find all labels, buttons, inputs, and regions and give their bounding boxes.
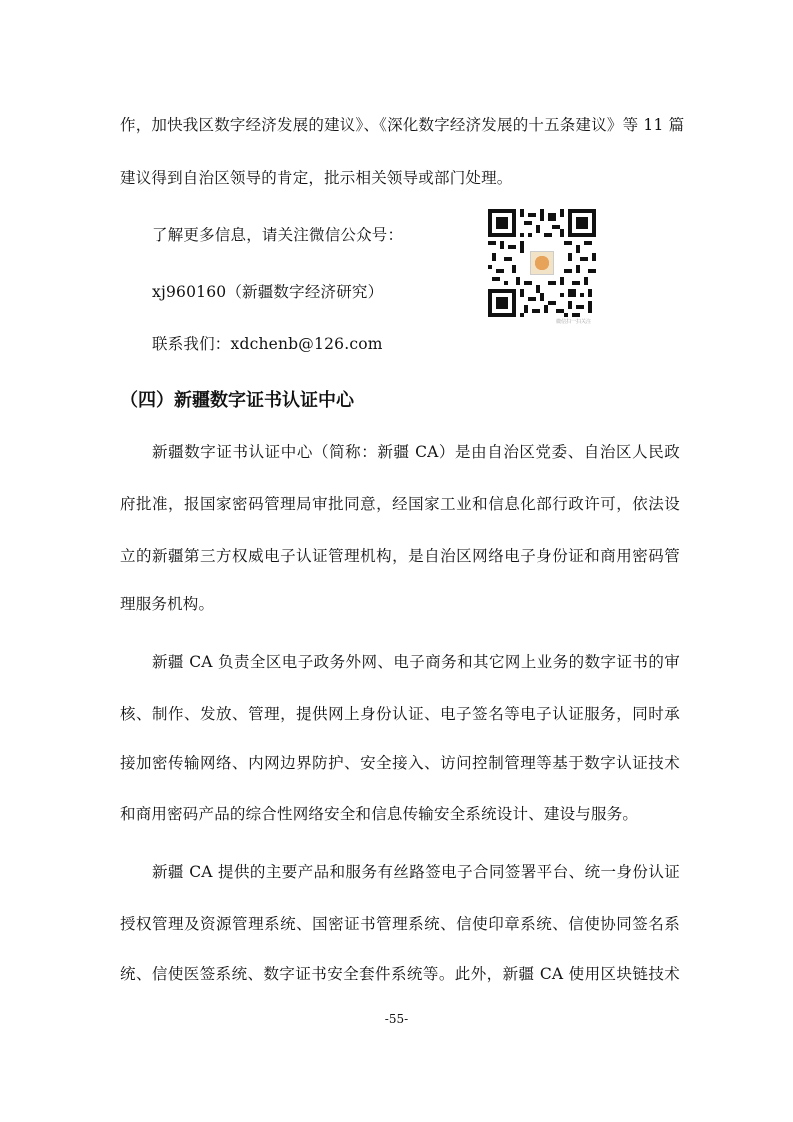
- paragraph-line: 新疆数字证书认证中心（简称：新疆 CA）是由自治区党委、自治区人民政: [152, 443, 680, 461]
- paragraph-line: 接加密传输网络、内网边界防护、安全接入、访问控制管理等基于数字认证技术: [120, 754, 680, 772]
- paragraph-line: 新疆 CA 负责全区电子政务外网、电子商务和其它网上业务的数字证书的审: [152, 653, 680, 671]
- paragraph-line: 统、信使医签系统、数字证书安全套件系统等。此外，新疆 CA 使用区块链技术: [120, 965, 680, 983]
- paragraph-line: 授权管理及资源管理系统、国密证书管理系统、信使印章系统、信使协同签名系: [120, 915, 680, 933]
- paragraph-line: 新疆 CA 提供的主要产品和服务有丝路签电子合同签署平台、统一身份认证: [152, 863, 680, 881]
- paragraph-line: 建议得到自治区领导的肯定，批示相关领导或部门处理。: [120, 169, 513, 187]
- contact-email: 联系我们：xdchenb@126.com: [152, 335, 383, 353]
- paragraph-line: 理服务机构。: [120, 595, 215, 613]
- paragraph-line: 作，加快我区数字经济发展的建议》、《深化数字经济发展的十五条建议》等 11 篇: [120, 116, 685, 134]
- qr-code-icon: [488, 208, 596, 318]
- follow-text: 了解更多信息，请关注微信公众号：: [152, 226, 404, 244]
- wechat-id: xj960160（新疆数字经济研究）: [152, 283, 384, 301]
- section-heading: （四）新疆数字证书认证中心: [120, 390, 354, 411]
- paragraph-line: 核、制作、发放、管理，提供网上身份认证、电子签名等电子认证服务，同时承: [120, 705, 680, 723]
- paragraph-line: 府批准，报国家密码管理局审批同意，经国家工业和信息化部行政许可，依法设: [120, 495, 680, 513]
- paragraph-line: 和商用密码产品的综合性网络安全和信息传输安全系统设计、建设与服务。: [120, 805, 639, 823]
- paragraph-line: 立的新疆第三方权威电子认证管理机构，是自治区网络电子身份证和商用密码管: [120, 547, 680, 565]
- qr-caption: 微信扫一扫关注: [556, 319, 592, 325]
- page-number: -55-: [384, 1012, 409, 1026]
